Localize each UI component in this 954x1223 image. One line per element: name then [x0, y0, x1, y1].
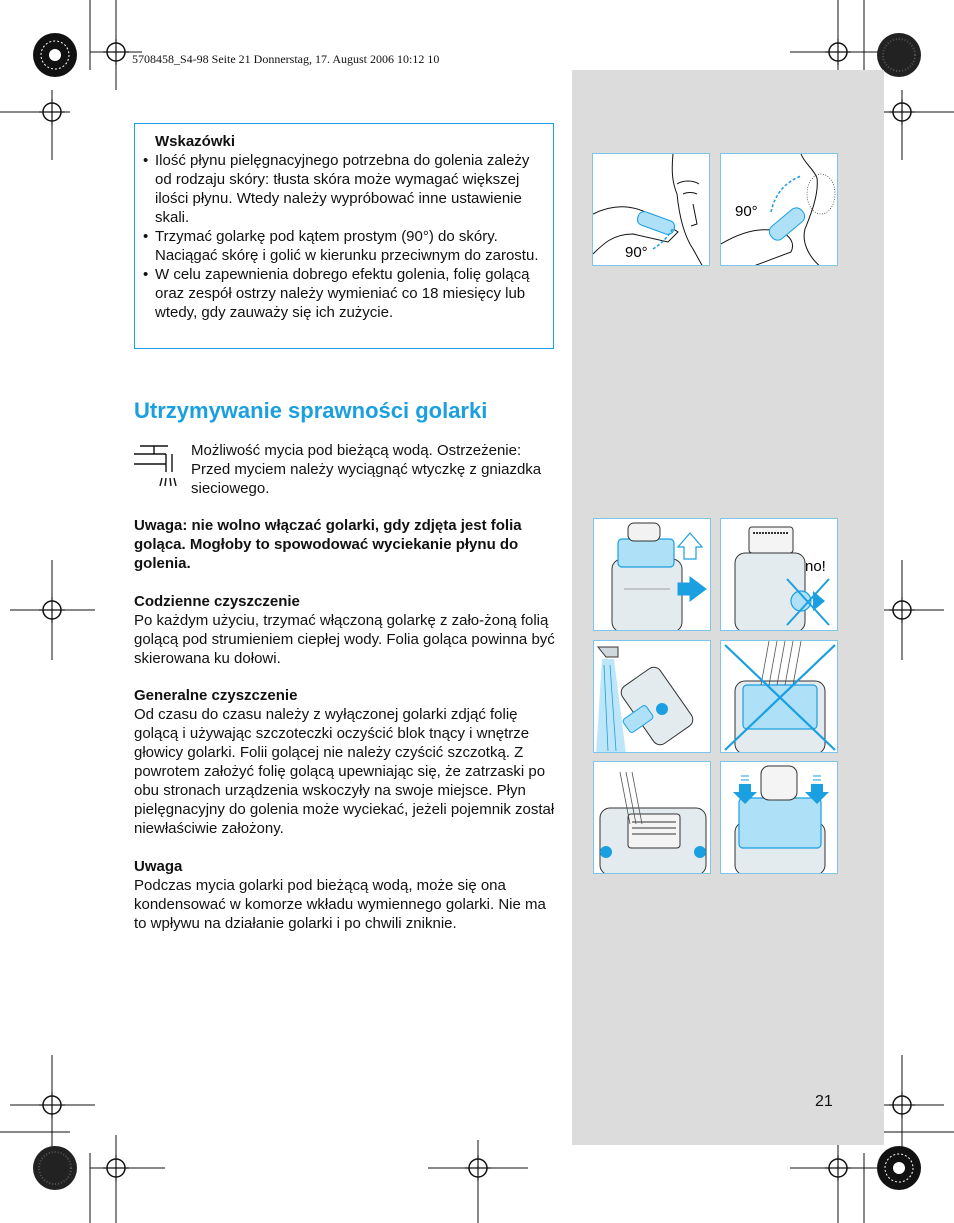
- tips-title: Wskazówki: [155, 133, 236, 150]
- angle-label-1: 90°: [625, 244, 648, 261]
- note-text: Podczas mycia golarki pod bieżącą wodą, może się ona kondensować w komorze wkładu wymiennego golarki. Nie ma to wpływu na działanie golarki i po chwili zniknie.: [134, 877, 546, 932]
- rinse-under-water-illustration: [594, 641, 711, 753]
- general-cleaning-block: [134, 686, 559, 838]
- tip-item-3: • W celu zapewnienia dobrego efektu golenia, folię golącą oraz zespół ostrzy należy wymieniać co 18 miesięcy lub wtedy, gdy zauważy się ich zużycie.: [143, 265, 547, 322]
- angle-label-2: 90°: [735, 203, 758, 220]
- section-title: Utrzymywanie sprawności golarki: [134, 398, 488, 423]
- figure-brush-cutter-block: [593, 761, 711, 874]
- shaving-neck-illustration: [721, 154, 838, 266]
- reattach-foil-illustration: [721, 762, 838, 874]
- brush-cutter-block-illustration: [594, 762, 711, 874]
- running-water-tap-icon: [132, 442, 178, 488]
- remove-foil-illustration: [594, 519, 711, 631]
- daily-cleaning-text: Po każdym użyciu, trzymać włączoną golarkę z zało-żoną folią golącą pod strumieniem ciepłej wody. Folia goląca powinna być skierowana ku dołowi.: [134, 612, 555, 667]
- shaving-cheek-illustration: [593, 154, 710, 266]
- note-block: [134, 857, 559, 933]
- figure-shaving-cheek: [592, 153, 710, 266]
- tips-box: [134, 123, 554, 349]
- no-label: no!: [805, 558, 826, 575]
- figure-no-switch-on: [720, 518, 838, 631]
- warning-text: Uwaga: nie wolno włączać golarki, gdy zdjęta jest folia goląca. Mogłoby to spowodować wyciekanie płynu do golenia.: [134, 517, 522, 572]
- daily-cleaning-title: Codzienne czyszczenie: [134, 593, 300, 610]
- general-cleaning-title: Generalne czyszczenie: [134, 687, 298, 704]
- note-title: Uwaga: [134, 858, 183, 875]
- general-cleaning-text: Od czasu do czasu należy z wyłączonej golarki zdjąć folię golącą i używając szczoteczki oczyścić blok tnący i wnętrze głowicy golarki. Folii golącej nie należy czyścić szczotką. Z powrotem założyć folię golącą upewniając się, że zatrzaski po obu stronach urządzenia wskoczyły na swoje miejsce. Płyn pielęgnacyjny do golenia może wyciekać, jeżeli pojemnik został niewłaściwie założony.: [134, 706, 555, 837]
- figure-no-brush-foil: [720, 640, 838, 753]
- page-number: 21: [815, 1093, 833, 1110]
- tip-item-2: • Trzymać golarkę pod kątem prostym (90°) do skóry. Naciągać skórę i golić w kierunku przeciwnym do zarostu.: [143, 227, 547, 265]
- figure-rinse-under-water: [593, 640, 711, 753]
- figure-shaving-neck: [720, 153, 838, 266]
- daily-cleaning-block: [134, 592, 559, 668]
- no-brush-foil-illustration: [721, 641, 838, 753]
- print-header: 5708458_S4-98 Seite 21 Donnerstag, 17. August 2006 10:12 10: [132, 52, 440, 66]
- tip-item-1: • Ilość płynu pielęgnacyjnego potrzebna do golenia zależy od rodzaju skóry: tłusta skóra może wymagać większej ilości płynu. Wtedy należy wypróbować inne ustawienie skali.: [143, 151, 547, 227]
- tips-list: [143, 151, 547, 322]
- washable-text: Możliwość mycia pod bieżącą wodą. Ostrzeżenie: Przed myciem należy wyciągnąć wtyczkę z gniazdka sieciowego.: [191, 442, 542, 497]
- figure-reattach-foil: [720, 761, 838, 874]
- no-switch-on-illustration: [721, 519, 838, 631]
- figure-remove-foil: [593, 518, 711, 631]
